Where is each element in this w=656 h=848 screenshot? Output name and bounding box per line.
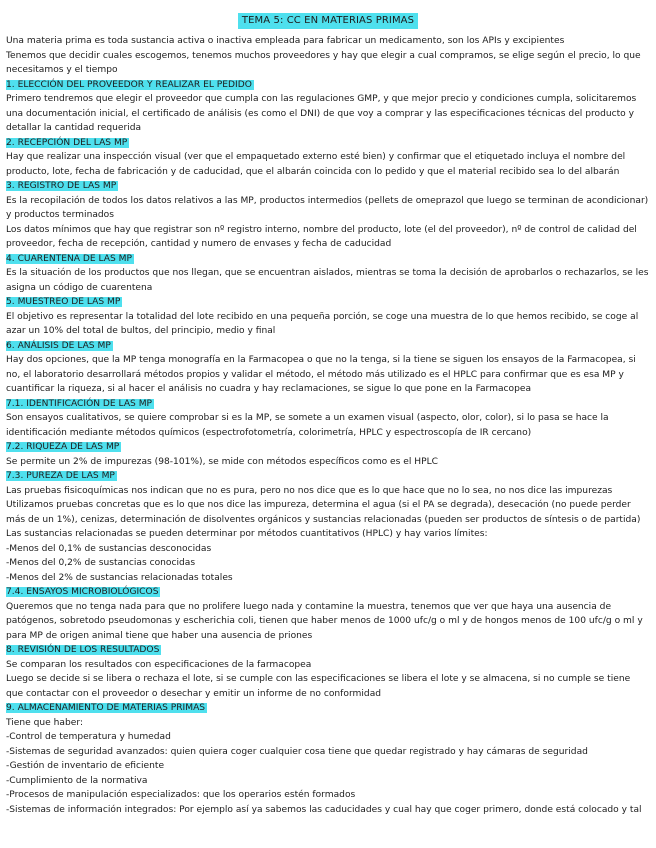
paragraph: Luego se decide si se libera o rechaza el lote, si se cumple con las especificaciones se libera el lote y se almacena, si no cumple se tiene que contactar con el proveedor o desechar y emitir un informe de no conformidad (6, 674, 631, 699)
section-heading (6, 136, 650, 151)
paragraph: Utilizamos pruebas concretas que es lo que nos dice las impureza, determina el agua (si el PA se degrada), desecación (no puede perder más de un 1%), cenizas, determinación de disolventes orgánicos y sustancias relacionadas (pueden ser productos de síntesis o de partida) (6, 500, 641, 525)
section-heading (6, 78, 650, 93)
paragraph: Es la situación de los productos que nos llegan, que se encuentran aislados, mientras se toma la decisión de aprobarlos o rechazarlos, se les asigna un código de cuarentena (6, 268, 649, 293)
section-heading-text: 3. REGISTRO DE LAS MP (6, 181, 117, 191)
paragraph: -Cumplimiento de la normativa (6, 775, 148, 786)
section-heading (6, 701, 650, 716)
section-heading-text: 4. CUARENTENA DE LAS MP (6, 253, 133, 264)
section-heading-text: 7.1. IDENTIFICACIÓN DE LAS MP (6, 398, 153, 409)
page-title: TEMA 5: CC EN MATERIAS PRIMAS (238, 13, 418, 29)
paragraph: -Control de temperatura y humedad (6, 732, 171, 742)
paragraph: -Gestión de inventario de eficiente (6, 761, 165, 771)
section-heading (6, 179, 650, 194)
section-heading (6, 397, 650, 412)
section-heading-text: 8. REVISIÓN DE LOS RESULTADOS (6, 645, 160, 655)
paragraph: -Procesos de manipulación especializados: que los operarios estén formados (6, 790, 356, 800)
paragraph: El objetivo es representar la totalidad del lote recibido en una pequeña porción, se coge una muestra de lo que hemos recibido, se coge al azar un 10% del total de bultos, del principio, medio y final (6, 311, 639, 336)
paragraph: -Menos del 0,2% de sustancias conocidas (6, 558, 196, 568)
section-heading-text: 7.3. PUREZA DE LAS MP (6, 471, 115, 481)
document-page (6, 8, 650, 817)
document-body (6, 34, 650, 817)
paragraph: Hay dos opciones, que la MP tenga monografía en la Farmacopea o que no la tenga, si la tiene se siguen los ensayos de la Farmacopea, si no, el laboratorio desarrollará métodos propios y validar el método, el método más utilizado es el HPLC para confirmar que es esa MP y cuantificar la riqueza, si al hacer el análisis no cuadra y hay reclamaciones, se sigue lo que pone en la Farmacopea (6, 355, 636, 394)
section-heading-text: 7.2. RIQUEZA DE LAS MP (6, 442, 120, 452)
paragraph: -Menos del 2% de sustancias relacionadas totales (6, 572, 233, 583)
paragraph: Tenemos que decidir cuales escogemos, tenemos muchos proveedores y hay que elegir a cual compramos, se elige según el precio, lo que necesitamos y el tiempo (6, 50, 641, 75)
section-heading-text: 7.4. ENSAYOS MICROBIOLÓGICOS (6, 587, 159, 597)
section-heading (6, 252, 650, 267)
paragraph: -Sistemas de seguridad avanzados: quien quiera coger cualquier cosa tiene que quedar registrado y hay cámaras de seguridad (6, 746, 588, 757)
section-heading-text: 5. MUESTREO DE LAS MP (6, 297, 121, 307)
section-heading-text: 1. ELECCIÓN DEL PROVEEDOR Y REALIZAR EL PEDIDO (6, 79, 252, 90)
paragraph: Las pruebas fisicoquímicas nos indican que no es pura, pero no nos dice que es lo que hace que no lo sea, no nos dice las impurezas (6, 485, 613, 496)
paragraph: Una materia prima es toda sustancia activa o inactiva empleada para fabricar un medicamento, son los APIs y excipientes (6, 36, 565, 46)
title-row (6, 8, 650, 28)
paragraph: Las sustancias relacionadas se pueden determinar por métodos cuantitativos (HPLC) y hay varios límites: (6, 529, 488, 539)
paragraph: Son ensayos cualitativos, se quiere comprobar si es la MP, se somete a un examen visual (aspecto, olor, color), si lo pasa se hace la identificación mediante métodos químicos (espectrofotometría, colorimetría, HPLC y espectroscopía de IR cercano) (6, 413, 609, 438)
paragraph: Se permite un 2% de impurezas (98-101%), se mide con métodos específicos como es el HPLC (6, 456, 439, 467)
paragraph: Hay que realizar una inspección visual (ver que el empaquetado externo esté bien) y confirmar que el etiquetado incluya el nombre del producto, lote, fecha de fabricación y de caducidad, que el albarán coincida con lo pedido y que el material recibido sea lo del albarán (6, 152, 626, 177)
section-heading-text: 9. ALMACENAMIENTO DE MATERIAS PRIMAS (6, 703, 206, 713)
section-heading (6, 295, 650, 310)
section-heading (6, 440, 650, 455)
section-heading-text: 6. ANÁLISIS DE LAS MP (6, 340, 111, 351)
paragraph: Se comparan los resultados con especificaciones de la farmacopea (6, 659, 312, 670)
section-heading (6, 585, 650, 600)
section-heading-text: 2. RECEPCIÓN DEL LAS MP (6, 137, 128, 148)
section-heading (6, 469, 650, 484)
paragraph: Tiene que haber: (6, 717, 84, 728)
paragraph: -Sistemas de información integrados: Por ejemplo así ya sabemos las caducidades y cual hay que coger primero, donde está colocado y tal (6, 804, 642, 815)
paragraph: Los datos mínimos que hay que registrar son nº registro interno, nombre del producto, lote (el del proveedor), nº de control de calidad del proveedor, fecha de recepción, cantidad y numero de envases y fecha de caducidad (6, 224, 637, 249)
section-heading (6, 643, 650, 658)
paragraph: -Menos del 0,1% de sustancias desconocidas (6, 543, 212, 554)
paragraph: Primero tendremos que elegir el proveedor que cumpla con las regulaciones GMP, y que mejor precio y condiciones cumpla, solicitaremos una documentación inicial, el certificado de análisis (es como el DNI) de que voy a comprar y las especificaciones técnicas del producto y detallar la cantidad requerida (6, 94, 637, 133)
paragraph: Es la recopilación de todos los datos relativos a las MP, productos intermedios (pellets de omeprazol que luego se terminan de acondicionar) y productos terminados (6, 195, 649, 220)
paragraph: Queremos que no tenga nada para que no prolifere luego nada y contamine la muestra, tenemos que ver que haya una ausencia de patógenos, sobretodo pseudomonas y escherichia coli, tienen que haber menos de 1000 ufc/g o ml y de hongos menos de 100 ufc/g o ml y para MP de origen animal tiene que haber una ausencia de priones (6, 601, 643, 641)
section-heading (6, 339, 650, 354)
